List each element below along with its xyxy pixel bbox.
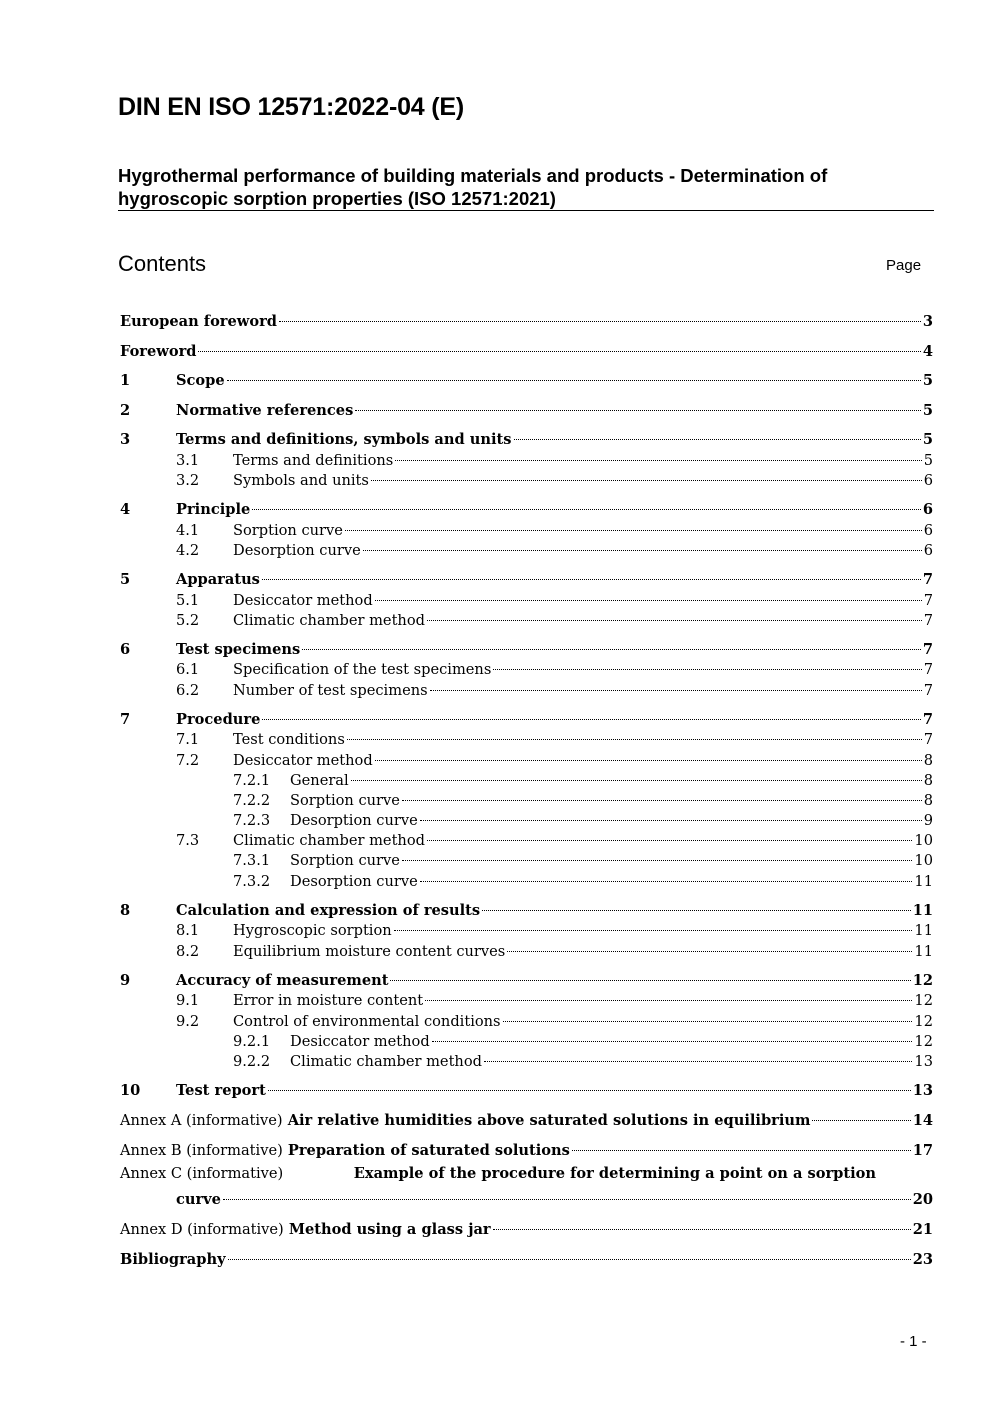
toc-title: Test report: [176, 1082, 266, 1099]
toc-entry-7[interactable]: [120, 704, 933, 728]
toc-page: 6: [922, 501, 933, 518]
toc-page: 13: [912, 1082, 933, 1099]
toc-title: General: [290, 772, 349, 789]
toc-leader: [363, 535, 924, 555]
toc-entry-7-3-1[interactable]: [120, 845, 933, 869]
toc-leader: [395, 445, 923, 465]
toc-page: 9: [923, 812, 933, 829]
toc-entry-foreword[interactable]: [120, 336, 933, 360]
toc-title: Desorption curve: [290, 812, 418, 829]
toc-page: 7: [923, 661, 933, 678]
toc-page: 8: [923, 752, 933, 769]
page-number: - 1 -: [900, 1333, 927, 1350]
toc-annex-label: Annex B (informative): [120, 1142, 283, 1159]
toc-page: 11: [912, 902, 933, 919]
toc-leader: [355, 395, 923, 415]
toc-leader: [252, 494, 923, 514]
toc-entry-10[interactable]: [120, 1075, 933, 1099]
toc-number: 9.1: [176, 992, 200, 1009]
toc-number: 10: [120, 1082, 141, 1099]
toc-title: Climatic chamber method: [233, 612, 425, 629]
toc-page: 7: [923, 612, 933, 629]
toc-leader: [572, 1135, 913, 1155]
toc-entry-7-3-2[interactable]: [120, 866, 933, 890]
subtitle-divider: [118, 210, 934, 211]
toc-page: 12: [912, 972, 933, 989]
toc-leader: [223, 1184, 913, 1204]
toc-title: Climatic chamber method: [233, 832, 425, 849]
toc-page: 6: [923, 472, 933, 489]
toc-leader: [351, 765, 924, 785]
toc-leader: [507, 936, 914, 956]
toc-title: Test conditions: [233, 731, 345, 748]
toc-title: Principle: [176, 501, 251, 518]
toc-leader: [227, 365, 923, 385]
toc-title: Desiccator method: [290, 1033, 430, 1050]
toc-leader: [493, 1214, 913, 1234]
toc-title: Number of test specimens: [233, 682, 428, 699]
toc-page: 17: [912, 1142, 933, 1159]
toc-leader: [420, 805, 924, 825]
toc-leader: [198, 336, 922, 356]
toc-page: 20: [912, 1191, 933, 1208]
toc-entry-4[interactable]: [120, 494, 933, 518]
toc-number: 5: [120, 571, 131, 588]
toc-leader: [375, 585, 924, 605]
toc-title: Specification of the test specimens: [233, 661, 492, 678]
toc-leader: [402, 785, 924, 805]
toc-leader: [493, 654, 923, 674]
toc-number: 5.2: [176, 612, 200, 629]
toc-page: 6: [923, 542, 933, 559]
toc-title: Symbols and units: [233, 472, 369, 489]
toc-leader: [262, 564, 923, 584]
document-id: DIN EN ISO 12571:2022-04 (E): [118, 93, 464, 121]
toc-page: 11: [914, 873, 933, 890]
toc-entry-3[interactable]: [120, 424, 933, 448]
toc-leader: [394, 915, 915, 935]
toc-number: 7.2: [176, 752, 200, 769]
toc-entry-7-2-2[interactable]: [120, 785, 933, 809]
toc-leader: [425, 985, 914, 1005]
toc-number: 7.3: [176, 832, 200, 849]
toc-entry-annex-a[interactable]: [120, 1105, 933, 1129]
toc-entry-annex-d[interactable]: [120, 1214, 933, 1238]
toc-number: 9.2: [176, 1013, 200, 1030]
toc-entry-9-1[interactable]: [120, 985, 933, 1009]
toc-title: Air relative humidities above saturated solutions in equilibrium: [287, 1112, 811, 1129]
toc-page: 12: [914, 992, 933, 1009]
toc-page: 10: [914, 852, 933, 869]
toc-title: Bibliography: [120, 1251, 226, 1268]
toc-leader: [812, 1105, 912, 1125]
toc-number: 8.2: [176, 943, 200, 960]
toc-page: 10: [914, 832, 933, 849]
toc-entry-european-foreword[interactable]: [120, 306, 933, 330]
toc-leader: [432, 1026, 915, 1046]
toc-leader: [427, 605, 924, 625]
toc-number: 9: [120, 972, 131, 989]
toc-page: 5: [922, 402, 933, 419]
toc-entry-9-2-2[interactable]: [120, 1046, 933, 1070]
toc-page: 12: [914, 1033, 933, 1050]
toc-entry-4-1[interactable]: [120, 515, 933, 539]
toc-entry-7-3[interactable]: [120, 825, 933, 849]
toc-title: Example of the procedure for determining a point on a sorption: [353, 1165, 876, 1182]
toc-annex-label: Annex A (informative): [120, 1112, 283, 1129]
toc-title: Calculation and expression of results: [176, 902, 481, 919]
toc-entry-annex-b[interactable]: [120, 1135, 933, 1159]
toc-page: 3: [922, 313, 933, 330]
toc-number: 9.2.1: [233, 1033, 271, 1050]
toc-page: 8: [923, 772, 933, 789]
toc-number: 7.1: [176, 731, 200, 748]
toc-number: 3.2: [176, 472, 200, 489]
toc-page: 8: [923, 792, 933, 809]
toc-entry-6-1[interactable]: [120, 654, 933, 678]
toc-title: Apparatus: [176, 571, 260, 588]
toc-leader: [375, 745, 924, 765]
toc-number: 5.1: [176, 592, 200, 609]
toc-number: 3.1: [176, 452, 200, 469]
toc-entry-7-2[interactable]: [120, 745, 933, 769]
toc-leader: [302, 634, 923, 654]
toc-page: 13: [914, 1053, 933, 1070]
toc-number: 6: [120, 641, 131, 658]
toc-title: Sorption curve: [290, 792, 400, 809]
toc-entry-5-1[interactable]: [120, 585, 933, 609]
toc-page: 7: [922, 571, 933, 588]
toc-page: 5: [922, 431, 933, 448]
toc-annex-label: Annex C (informative): [120, 1165, 284, 1182]
toc-leader: [402, 845, 915, 865]
toc-page: 11: [914, 943, 933, 960]
toc-title: Test specimens: [176, 641, 301, 658]
toc-page: 4: [922, 343, 933, 360]
toc-number: 1: [120, 372, 131, 389]
toc-entry-3-1[interactable]: [120, 445, 933, 469]
toc-page: 11: [914, 922, 933, 939]
toc-leader: [345, 515, 924, 535]
toc-number: 9.2.2: [233, 1053, 271, 1070]
toc-title: Climatic chamber method: [290, 1053, 482, 1070]
toc-number: 4.1: [176, 522, 200, 539]
toc-annex-label: Annex D (informative): [120, 1221, 284, 1238]
toc-page: 7: [922, 711, 933, 728]
toc-number: 8: [120, 902, 131, 919]
toc-title: Terms and definitions, symbols and units: [176, 431, 512, 448]
toc-title: Method using a glass jar: [288, 1221, 491, 1238]
toc-entry-8[interactable]: [120, 895, 933, 919]
toc-page: 21: [912, 1221, 933, 1238]
toc-title: Desorption curve: [233, 542, 361, 559]
toc-leader: [371, 465, 924, 485]
toc-entry-9-2-1[interactable]: [120, 1026, 933, 1050]
toc-number: 2: [120, 402, 131, 419]
toc-title: Procedure: [176, 711, 261, 728]
toc-title-continued: curve: [176, 1191, 221, 1208]
toc-title: Hygroscopic sorption: [233, 922, 392, 939]
toc-number: 4: [120, 501, 131, 518]
toc-page: 7: [923, 731, 933, 748]
document-subtitle: Hygrothermal performance of building materials and products - Determination of hygroscopic sorption properties (ISO 12571:2021): [118, 165, 828, 209]
toc-number: 7.2.2: [233, 792, 271, 809]
toc-title: Scope: [176, 372, 225, 389]
toc-entry-8-2[interactable]: [120, 936, 933, 960]
page-column-heading: Page: [886, 257, 922, 274]
toc-page: 7: [922, 641, 933, 658]
toc-title: Control of environmental conditions: [233, 1013, 501, 1030]
toc-page: 6: [923, 522, 933, 539]
toc-leader: [390, 965, 912, 985]
toc-leader: [262, 704, 922, 724]
toc-title: Desiccator method: [233, 752, 373, 769]
toc-page: 14: [912, 1112, 933, 1129]
toc-entry-5[interactable]: [120, 564, 933, 588]
toc-entry-9-2[interactable]: [120, 1006, 933, 1030]
toc-title: Preparation of saturated solutions: [287, 1142, 570, 1159]
toc-number: 7: [120, 711, 131, 728]
toc-title: Foreword: [120, 343, 197, 360]
toc-leader: [482, 895, 913, 915]
toc-title: Terms and definitions: [233, 452, 394, 469]
toc-entry-bibliography[interactable]: [120, 1244, 933, 1268]
toc-page: 5: [922, 372, 933, 389]
toc-entry-4-2[interactable]: [120, 535, 933, 559]
toc-entry-8-1[interactable]: [120, 915, 933, 939]
toc-line: [120, 1164, 876, 1184]
toc-number: 3: [120, 431, 131, 448]
toc-title: European foreword: [120, 313, 277, 330]
toc-leader: [514, 424, 923, 444]
toc-title: Sorption curve: [290, 852, 400, 869]
toc-number: 8.1: [176, 922, 200, 939]
toc-title: Error in moisture content: [233, 992, 424, 1009]
contents-heading: Contents: [118, 251, 207, 276]
toc-entry-6[interactable]: [120, 634, 933, 658]
toc-number: 6.2: [176, 682, 200, 699]
toc-title: Desiccator method: [233, 592, 373, 609]
toc-title: Normative references: [176, 402, 354, 419]
toc-leader: [484, 1046, 914, 1066]
toc-title: Desorption curve: [290, 873, 418, 890]
toc-number: 4.2: [176, 542, 200, 559]
toc-entry-2[interactable]: [120, 395, 933, 419]
toc-entry-3-2[interactable]: [120, 465, 933, 489]
toc-title: Equilibrium moisture content curves: [233, 943, 506, 960]
toc-number: 7.3.2: [233, 873, 271, 890]
toc-leader: [420, 866, 915, 886]
toc-leader: [279, 306, 923, 326]
toc-title: Sorption curve: [233, 522, 343, 539]
toc-number: 7.3.1: [233, 852, 271, 869]
toc-page: 5: [923, 452, 933, 469]
toc-entry-annex-c[interactable]: [120, 1164, 933, 1210]
toc-leader: [347, 724, 924, 744]
toc-page: 12: [914, 1013, 933, 1030]
toc-number: 7.2.3: [233, 812, 271, 829]
toc-page: 23: [912, 1251, 933, 1268]
toc-title: Accuracy of measurement: [176, 972, 389, 989]
toc-entry-9[interactable]: [120, 965, 933, 989]
toc-leader: [427, 825, 914, 845]
toc-entry-7-2-3[interactable]: [120, 805, 933, 829]
toc-number: 6.1: [176, 661, 200, 678]
toc-leader: [268, 1075, 913, 1095]
toc-entry-5-2[interactable]: [120, 605, 933, 629]
toc-entry-1[interactable]: [120, 365, 933, 389]
toc-entry-7-1[interactable]: [120, 724, 933, 748]
toc-leader: [503, 1006, 915, 1026]
toc-leader: [430, 675, 924, 695]
toc-leader: [228, 1244, 913, 1264]
toc-page: 7: [923, 592, 933, 609]
toc-entry-7-2-1[interactable]: [120, 765, 933, 789]
toc-page: 7: [923, 682, 933, 699]
toc-entry-6-2[interactable]: [120, 675, 933, 699]
toc-number: 7.2.1: [233, 772, 271, 789]
toc-line: [120, 1184, 933, 1210]
